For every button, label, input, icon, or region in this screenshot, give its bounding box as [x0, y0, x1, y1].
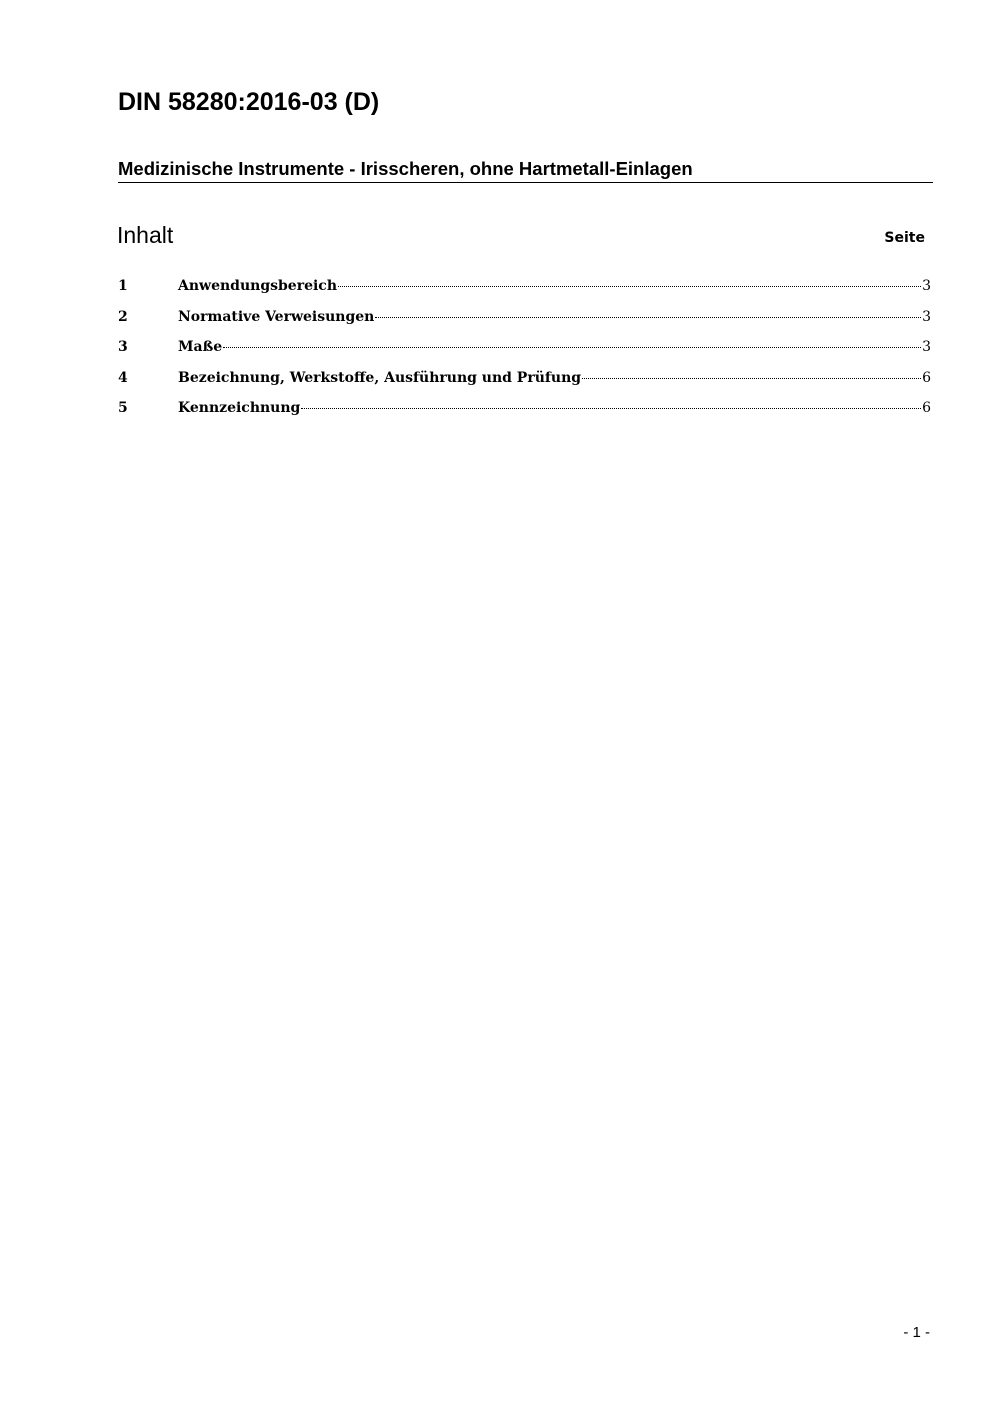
toc-dot-leader [375, 317, 921, 318]
toc-dot-leader [582, 378, 921, 379]
toc-entry-4[interactable] [118, 370, 931, 401]
toc-dot-leader [223, 347, 921, 348]
toc-dot-leader [338, 286, 921, 287]
toc-entry-page: 6 [922, 400, 931, 416]
table-of-contents [118, 278, 931, 431]
toc-entry-page: 3 [922, 278, 931, 294]
toc-entry-number: 3 [118, 339, 128, 355]
toc-entry-1[interactable] [118, 278, 931, 309]
toc-entry-page: 3 [922, 339, 931, 355]
toc-entry-title: Maße [178, 339, 223, 355]
toc-dot-leader [301, 408, 921, 409]
toc-entry-title: Anwendungsbereich [178, 278, 337, 294]
toc-entry-2[interactable] [118, 309, 931, 340]
toc-entry-title: Kennzeichnung [178, 400, 301, 416]
toc-page-column-label: Seite [884, 230, 925, 246]
toc-entry-page: 3 [922, 308, 931, 325]
toc-heading: Inhalt [117, 222, 174, 248]
toc-entry-number: 5 [118, 400, 128, 416]
toc-entry-3[interactable] [118, 339, 931, 370]
page-number: - 1 - [903, 1324, 930, 1341]
toc-entry-title: Bezeichnung, Werkstoffe, Ausführung und Prüfung [178, 369, 582, 386]
toc-entry-page: 6 [922, 369, 931, 386]
document-id: DIN 58280:2016-03 (D) [118, 88, 380, 116]
toc-entry-title: Normative Verweisungen [178, 308, 375, 325]
toc-entry-number: 2 [118, 308, 128, 325]
toc-entry-5[interactable] [118, 400, 931, 431]
document-subtitle: Medizinische Instrumente - Irisscheren, ohne Hartmetall-Einlagen [118, 158, 933, 183]
toc-entry-number: 1 [118, 278, 128, 294]
toc-entry-number: 4 [118, 369, 128, 386]
